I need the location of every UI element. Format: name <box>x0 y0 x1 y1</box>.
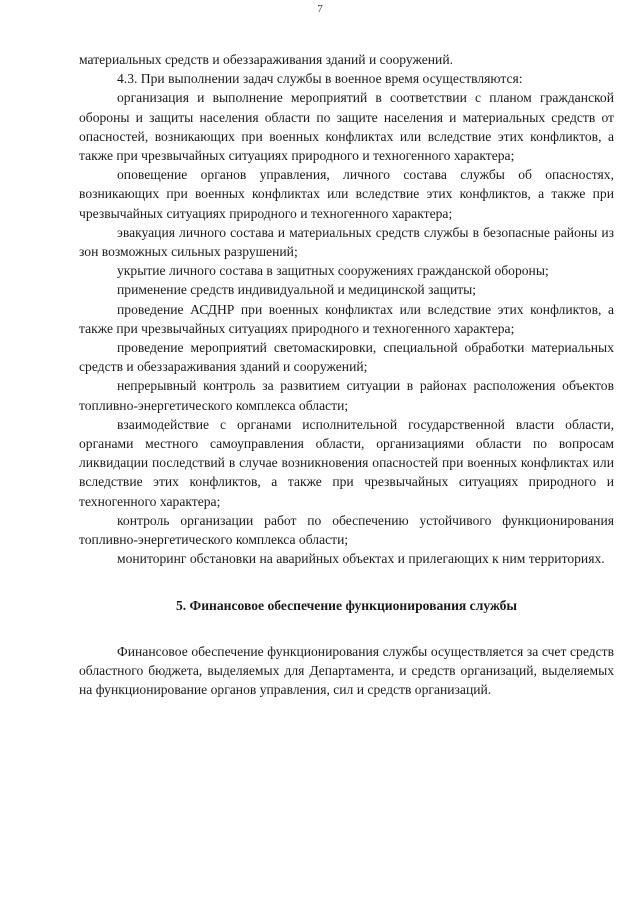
list-item-civil-defense-measures: организация и выполнение мероприятий в соответствии с планом гражданской обороны и защиты населения области по защите населения и материальных средств от опасностей, возникающих при военных конфликтах или вследствие этих конфликтов, а также при чрезвычайных ситуациях природного и техногенного характера; <box>79 90 614 164</box>
paragraph-clause-4-3: 4.3. При выполнении задач службы в военное время осуществляются: <box>117 71 523 87</box>
list-item-blackout: проведение мероприятий светомаскировки, специальной обработки материальных средств и обеззараживания зданий и сооружений; <box>79 340 614 375</box>
list-item-interaction: взаимодействие с органами исполнительной государственной власти области, органами местного самоуправления области, организациями области по вопросам ликвидации последствий в случае возникновения опасностей при военных конфликтах или вследствие этих конфликтов, а также при чрезвычайных ситуациях природного и техногенного характера; <box>79 416 614 509</box>
list-item-protection-means: применение средств индивидуальной и медицинской защиты; <box>117 282 477 298</box>
paragraph-continuation: материальных средств и обеззараживания зданий и сооружений. <box>79 52 453 67</box>
section-title: 5. Финансовое обеспечение функционирования службы <box>175 598 518 614</box>
list-item-functioning-control: контроль организации работ по обеспечению устойчивого функционирования топливно-энергетического комплекса области; <box>79 512 614 548</box>
list-item-notification: оповещение органов управления, личного состава службы об опасностях, возникающих при военных конфликтах или вследствие этих конфликтов, а также при чрезвычайных ситуациях природного и техногенного характера; <box>79 167 614 221</box>
document-body <box>79 50 614 699</box>
page-number: 7 <box>317 3 323 15</box>
list-item-asdnr: проведение АСДНР при военных конфликтах или вследствие этих конфликтов, а также при чрезвычайных ситуациях природного и техногенного характера; <box>79 301 614 336</box>
list-item-shelter: укрытие личного состава в защитных сооружениях гражданской обороны; <box>117 263 549 279</box>
list-item-monitoring-control: непрерывный контроль за развитием ситуации в районах расположения объектов топливно-энергетического комплекса области; <box>79 378 614 413</box>
list-item-emergency-monitoring: мониторинг обстановки на аварийных объектах и прилегающих к ним территориях. <box>117 551 605 567</box>
section-paragraph: Финансовое обеспечение функционирования службы осуществляется за счет средств областного бюджета, выделяемых для Департамента, и средств организаций, выделяемых на функционирование органов управления, сил и средств организаций. <box>79 643 614 698</box>
list-item-evacuation: эвакуация личного состава и материальных средств службы в безопасные районы из зон возможных сильных разрушений; <box>79 224 614 260</box>
